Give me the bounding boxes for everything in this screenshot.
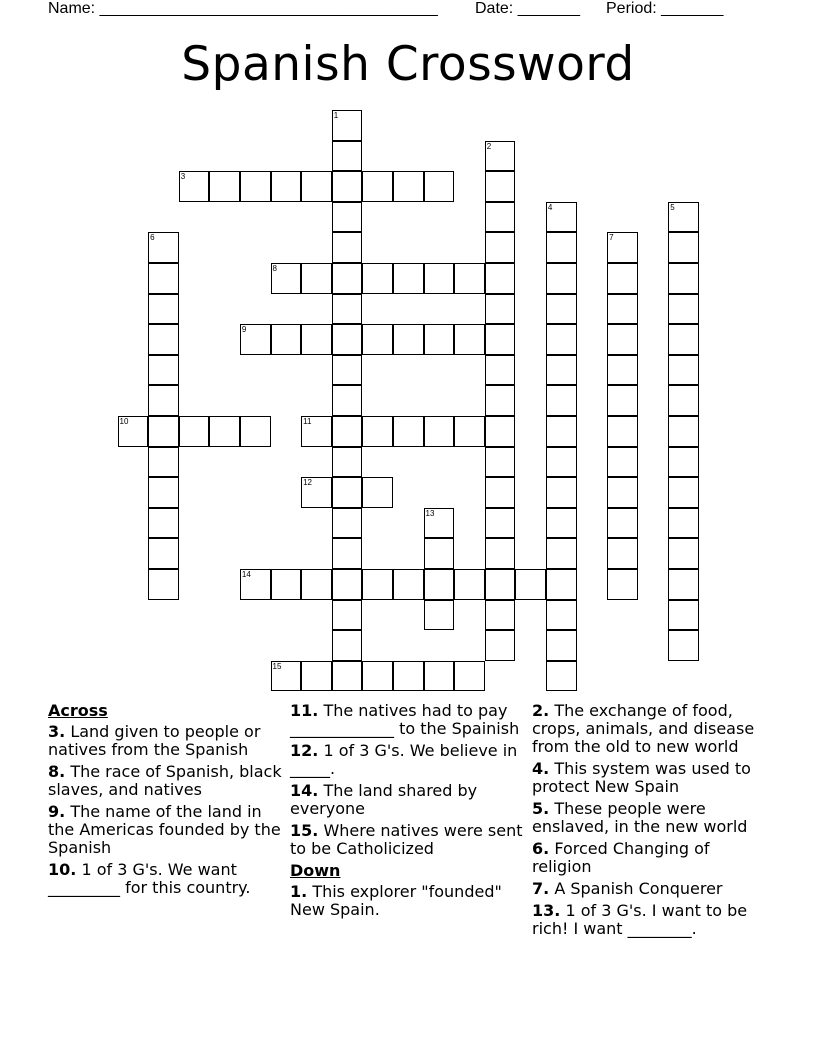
grid-cell[interactable] [362,171,393,202]
clue-down-6: 6. Forced Changing of religion [532,839,710,876]
grid-cell[interactable] [607,569,638,600]
grid-cell[interactable] [607,508,638,539]
grid-cell[interactable] [332,416,363,447]
grid-cell[interactable] [485,538,516,569]
grid-cell[interactable] [546,569,577,600]
grid-cell[interactable] [515,569,546,600]
grid-cell[interactable] [668,294,699,325]
grid-cell[interactable] [424,171,455,202]
grid-cell[interactable] [362,569,393,600]
grid-cell[interactable] [148,416,179,447]
grid-cell[interactable] [362,324,393,355]
grid-cell[interactable] [607,477,638,508]
grid-cell[interactable] [393,569,424,600]
grid-cell[interactable] [332,477,363,508]
grid-cell[interactable] [301,324,332,355]
grid-cell[interactable] [485,447,516,478]
grid-cell[interactable] [332,661,363,692]
clue-column-3 [532,702,772,942]
grid-cell[interactable] [148,324,179,355]
clue-across-9: 9. The name of the land in the Americas founded by the Spanish [48,802,281,857]
grid-cell[interactable] [148,508,179,539]
grid-cell[interactable] [668,355,699,386]
grid-cell[interactable] [148,263,179,294]
grid-cell[interactable] [424,263,455,294]
grid-cell[interactable] [424,324,455,355]
grid-cell[interactable] [424,538,455,569]
grid-cell[interactable] [148,355,179,386]
grid-cell[interactable] [668,263,699,294]
clue-column-1 [48,702,284,901]
grid-cell[interactable] [546,661,577,692]
clue-column-2 [290,702,524,923]
grid-cell[interactable] [546,232,577,263]
grid-cell[interactable] [271,569,302,600]
grid-cell[interactable] [607,263,638,294]
grid-cell[interactable] [454,263,485,294]
grid-cell[interactable] [393,324,424,355]
grid-cell[interactable] [607,294,638,325]
grid-cell[interactable] [148,385,179,416]
date-field[interactable]: Date: _______ [475,0,580,17]
grid-cell[interactable] [546,508,577,539]
grid-cell[interactable] [546,600,577,631]
clue-number-label: 12 [303,478,312,488]
grid-cell[interactable] [485,477,516,508]
clue-number-label: 10 [119,417,129,426]
grid-cell[interactable] [668,508,699,539]
grid-cell[interactable] [607,324,638,355]
clue-across-10: 10. 1 of 3 G's. We want _________ for this country. [48,860,251,897]
grid-cell[interactable] [485,630,516,661]
grid-cell[interactable] [332,232,363,263]
grid-cell[interactable] [485,416,516,447]
grid-cell[interactable] [485,324,516,355]
grid-cell[interactable] [485,263,516,294]
clue-number-label: 13 [425,508,435,518]
grid-cell[interactable] [454,416,485,447]
grid-cell[interactable] [546,630,577,661]
grid-cell[interactable] [668,232,699,263]
grid-cell[interactable] [668,600,699,631]
clue-across-14: 14. The land shared by everyone [290,781,478,818]
grid-cell[interactable] [332,508,363,539]
clue-number-label: 8 [272,264,277,273]
grid-cell[interactable] [332,538,363,569]
grid-cell[interactable] [271,171,302,202]
grid-cell[interactable] [393,661,424,692]
clue-number-label: 15 [272,661,282,671]
grid-cell[interactable] [424,569,455,600]
grid-cell[interactable] [485,202,516,233]
grid-cell[interactable] [362,477,393,508]
grid-cell[interactable] [546,324,577,355]
grid-cell[interactable] [668,477,699,508]
grid-cell[interactable] [607,385,638,416]
clue-down-1: 1. This explorer "founded" New Spain. [290,882,502,919]
clue-down-13: 13. 1 of 3 G's. I want to be rich! I want ________. [532,901,748,938]
clue-across-15: 15. Where natives were sent to be Catholicized [290,821,523,858]
grid-cell[interactable] [607,355,638,386]
grid-cell[interactable] [362,416,393,447]
grid-cell[interactable] [362,263,393,294]
grid-cell[interactable] [454,661,485,692]
grid-cell[interactable] [668,569,699,600]
clue-number-label: 1 [333,111,339,120]
clue-across-12: 12. 1 of 3 G's. We believe in _____. [290,741,518,778]
grid-cell[interactable] [668,385,699,416]
grid-cell[interactable] [209,171,240,202]
grid-cell[interactable] [301,171,332,202]
clue-number-label: 5 [670,202,675,212]
period-field[interactable]: Period: _______ [606,0,724,17]
grid-cell[interactable] [332,324,363,355]
grid-cell[interactable] [668,630,699,661]
grid-cell[interactable] [332,171,363,202]
grid-cell[interactable] [454,324,485,355]
clue-number-label: 7 [609,233,614,243]
page-title: Spanish Crossword [181,37,635,92]
grid-cell[interactable] [546,447,577,478]
grid-cell[interactable] [546,355,577,386]
grid-cell[interactable] [454,569,485,600]
grid-cell[interactable] [668,416,699,447]
grid-cell[interactable] [546,263,577,294]
clue-down-2: 2. The exchange of food, crops, animals, and disease from the old to new world [532,701,755,756]
grid-cell[interactable] [393,416,424,447]
grid-cell[interactable] [271,324,302,355]
grid-cell[interactable] [485,171,516,202]
grid-cell[interactable] [332,447,363,478]
clue-number-label: 3 [180,172,186,182]
grid-cell[interactable] [393,171,424,202]
grid-cell[interactable] [332,600,363,631]
clue-number-label: 11 [303,417,312,426]
clue-number-label: 9 [241,325,247,335]
grid-cell[interactable] [668,324,699,355]
grid-cell[interactable] [393,263,424,294]
grid-cell[interactable] [607,538,638,569]
clue-number-label: 4 [547,202,553,212]
clue-across-11: 11. The natives had to pay _____________ to the Spainish [290,701,520,738]
clue-number-label: 14 [241,570,251,579]
grid-cell[interactable] [301,263,332,294]
grid-cell[interactable] [424,661,455,692]
grid-cell[interactable] [485,232,516,263]
grid-cell[interactable] [148,447,179,478]
clue-number-label: 6 [150,233,155,243]
grid-cell[interactable] [332,141,363,172]
grid-cell[interactable] [332,202,363,233]
grid-cell[interactable] [546,477,577,508]
clue-across-3: 3. Land given to people or natives from the Spanish [48,722,261,759]
grid-cell[interactable] [332,294,363,325]
grid-cell[interactable] [668,538,699,569]
grid-cell[interactable] [424,416,455,447]
clue-down-4: 4. This system was used to protect New Spain [532,759,751,796]
grid-cell[interactable] [485,294,516,325]
grid-cell[interactable] [607,447,638,478]
grid-cell[interactable] [148,294,179,325]
clue-number-label: 2 [486,141,492,151]
grid-cell[interactable] [209,416,240,447]
grid-cell[interactable] [607,416,638,447]
down-heading: Down [290,861,341,880]
grid-cell[interactable] [485,355,516,386]
grid-cell[interactable] [332,355,363,386]
grid-cell[interactable] [546,294,577,325]
grid-cell[interactable] [546,538,577,569]
grid-cell[interactable] [546,416,577,447]
name-field[interactable]: Name: ______________________________________ [48,0,438,17]
grid-cell[interactable] [546,385,577,416]
grid-cell[interactable] [240,171,271,202]
grid-cell[interactable] [148,569,179,600]
grid-cell[interactable] [485,600,516,631]
clue-across-8: 8. The race of Spanish, black slaves, and natives [48,762,282,799]
grid-cell[interactable] [179,416,210,447]
grid-cell[interactable] [148,538,179,569]
grid-cell[interactable] [240,416,271,447]
grid-cell[interactable] [485,385,516,416]
grid-cell[interactable] [485,569,516,600]
clue-down-5: 5. These people were enslaved, in the new world [532,799,748,836]
grid-cell[interactable] [332,630,363,661]
grid-cell[interactable] [301,569,332,600]
grid-cell[interactable] [362,661,393,692]
grid-cell[interactable] [301,661,332,692]
across-heading: Across [48,701,108,720]
grid-cell[interactable] [332,263,363,294]
grid-cell[interactable] [424,600,455,631]
grid-cell[interactable] [332,385,363,416]
grid-cell[interactable] [332,569,363,600]
grid-cell[interactable] [148,477,179,508]
clue-down-7: 7. A Spanish Conquerer [532,879,723,898]
grid-cell[interactable] [668,447,699,478]
grid-cell[interactable] [485,508,516,539]
